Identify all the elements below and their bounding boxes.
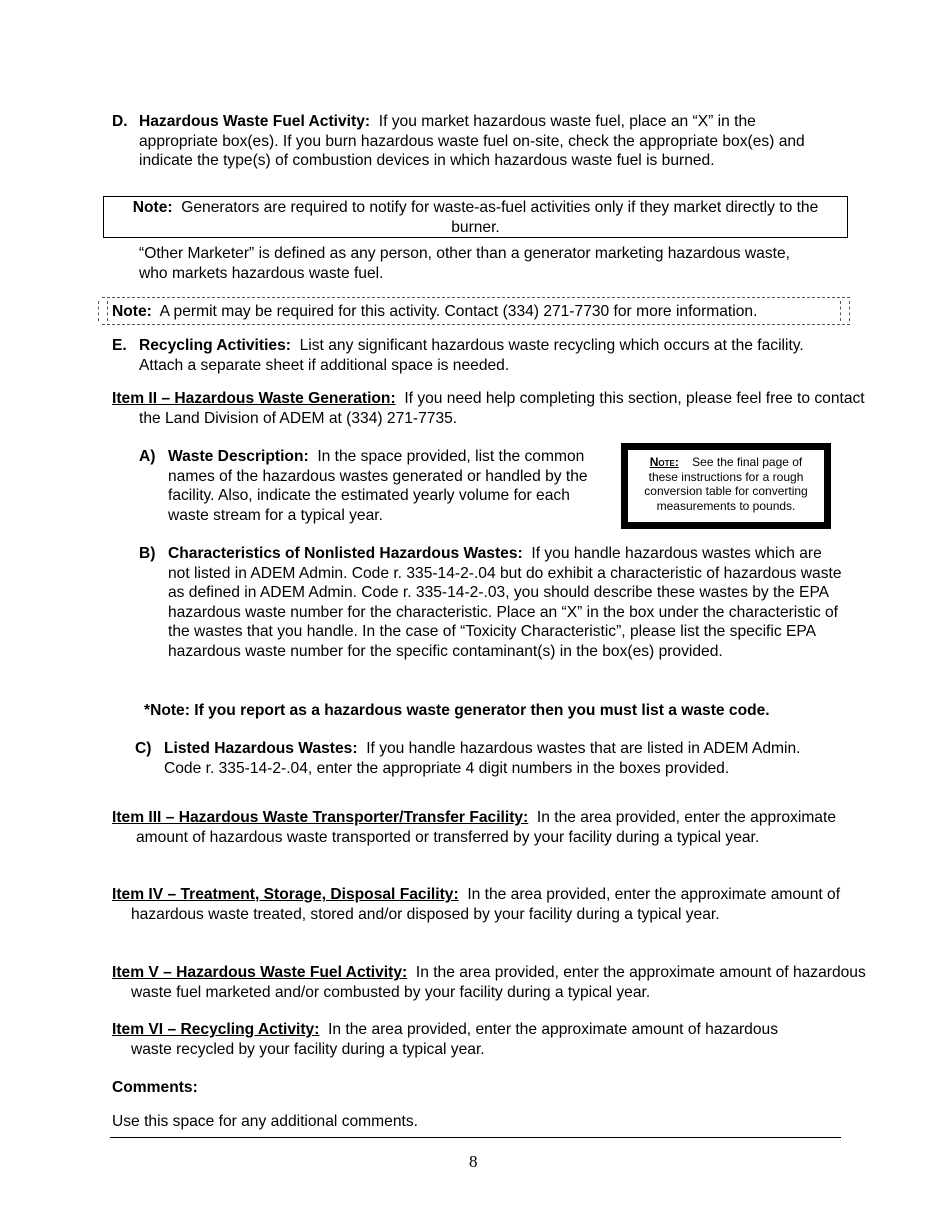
item-2-title: Item II – Hazardous Waste Generation: (112, 390, 396, 407)
item-3 (112, 808, 858, 847)
subsection-b (139, 544, 844, 661)
item-4-text: In the area provided, enter the approximate amount of hazardous waste treated, stored and/or disposed by your facility during a typical year. (131, 886, 841, 923)
subsection-c-marker: C) (135, 740, 152, 757)
subsection-b-marker: B) (139, 545, 156, 562)
subsection-b-text: If you handle hazardous wastes which are not listed in ADEM Admin. Code r. 335-14-2-.04 but do exhibit a characteristic of hazardous waste as defined in ADEM Admin. Code r. 335-14-2-.03, you should describe these wastes by the EPA hazardous waste number for the characteristic. Place an “X” in the box under the characteristic of the wastes that you handle. In the case of “Toxicity Characteristic”, please list the specific EPA hazardous waste number for the specific contaminant(s) in the box(es) provided. (168, 545, 842, 660)
note-box-permit (102, 297, 850, 325)
item-6-text: In the area provided, enter the approximate amount of hazardous waste recycled by your facility during a typical year. (131, 1021, 778, 1058)
subsection-c-text: If you handle hazardous wastes that are listed in ADEM Admin. Code r. 335-14-2-.04, enter the appropriate 4 digit numbers in the boxes provided. (164, 740, 801, 777)
note-box-permit-text: A permit may be required for this activity. Contact (334) 271-7730 for more information. (159, 303, 758, 320)
footer-rule (110, 1137, 841, 1138)
other-marketer-definition: “Other Marketer” is defined as any person, other than a generator marketing hazardous waste, who markets hazardous waste fuel. (139, 245, 790, 282)
section-d-text: If you market hazardous waste fuel, place an “X” in the appropriate box(es). If you burn hazardous waste fuel on-site, check the appropriate box(es) and indicate the type(s) of combustion devices in which hazardous waste fuel is burned. (139, 113, 805, 169)
conversion-note-label: Note: (649, 455, 679, 469)
note-box-fuel-label: Note: (132, 199, 173, 216)
item-5 (112, 963, 866, 1002)
subsection-a-marker: A) (139, 448, 156, 465)
dashed-side-right (840, 301, 850, 321)
conversion-note-text: See the final page of these instructions for a rough conversion table for converting measurements to pounds. (644, 455, 808, 513)
item-6-title: Item VI – Recycling Activity: (112, 1021, 320, 1038)
item-6 (112, 1020, 811, 1059)
item-5-text: In the area provided, enter the approximate amount of hazardous waste fuel marketed and/or combusted by your facility during a typical year. (131, 964, 866, 1001)
section-e-title: Recycling Activities: (139, 337, 291, 354)
subsection-c-title: Listed Hazardous Wastes: (164, 740, 358, 757)
item-3-text: In the area provided, enter the approximate amount of hazardous waste transported or transferred by your facility during a typical year. (136, 809, 836, 846)
section-d-marker: D. (112, 113, 128, 130)
waste-code-note: *Note: If you report as a hazardous waste generator then you must list a waste code. (144, 702, 770, 719)
note-box-permit-label: Note: (112, 303, 152, 320)
section-e (112, 336, 837, 375)
subsection-c (135, 739, 825, 778)
comments-heading: Comments: (112, 1079, 198, 1096)
page-number: 8 (469, 1152, 478, 1171)
section-e-marker: E. (112, 337, 127, 354)
subsection-a-text: In the space provided, list the common names of the hazardous wastes generated or handled by the facility. Also, indicate the estimated yearly volume for each waste stream for a typical year. (168, 448, 588, 524)
section-d (112, 112, 832, 171)
subsection-b-title: Characteristics of Nonlisted Hazardous Wastes: (168, 545, 523, 562)
dashed-side-left (98, 301, 108, 321)
item-3-title: Item III – Hazardous Waste Transporter/Transfer Facility: (112, 809, 529, 826)
subsection-a-title: Waste Description: (168, 448, 309, 465)
item-2-text: If you need help completing this section, please feel free to contact the Land Division of ADEM at (334) 271-7735. (139, 390, 865, 427)
conversion-note-box (621, 443, 831, 529)
subsection-a (139, 447, 614, 525)
item-4-title: Item IV – Treatment, Storage, Disposal Facility: (112, 886, 459, 903)
item-4 (112, 885, 861, 924)
comments-text: Use this space for any additional comments. (112, 1113, 418, 1130)
note-box-fuel (103, 196, 848, 238)
section-d-title: Hazardous Waste Fuel Activity: (139, 113, 371, 130)
section-e-text: List any significant hazardous waste recycling which occurs at the facility. Attach a separate sheet if additional space is needed. (139, 337, 804, 374)
note-box-fuel-text: Generators are required to notify for waste-as-fuel activities only if they market directly to the burner. (181, 199, 819, 236)
item-2 (112, 389, 874, 428)
item-5-title: Item V – Hazardous Waste Fuel Activity: (112, 964, 408, 981)
